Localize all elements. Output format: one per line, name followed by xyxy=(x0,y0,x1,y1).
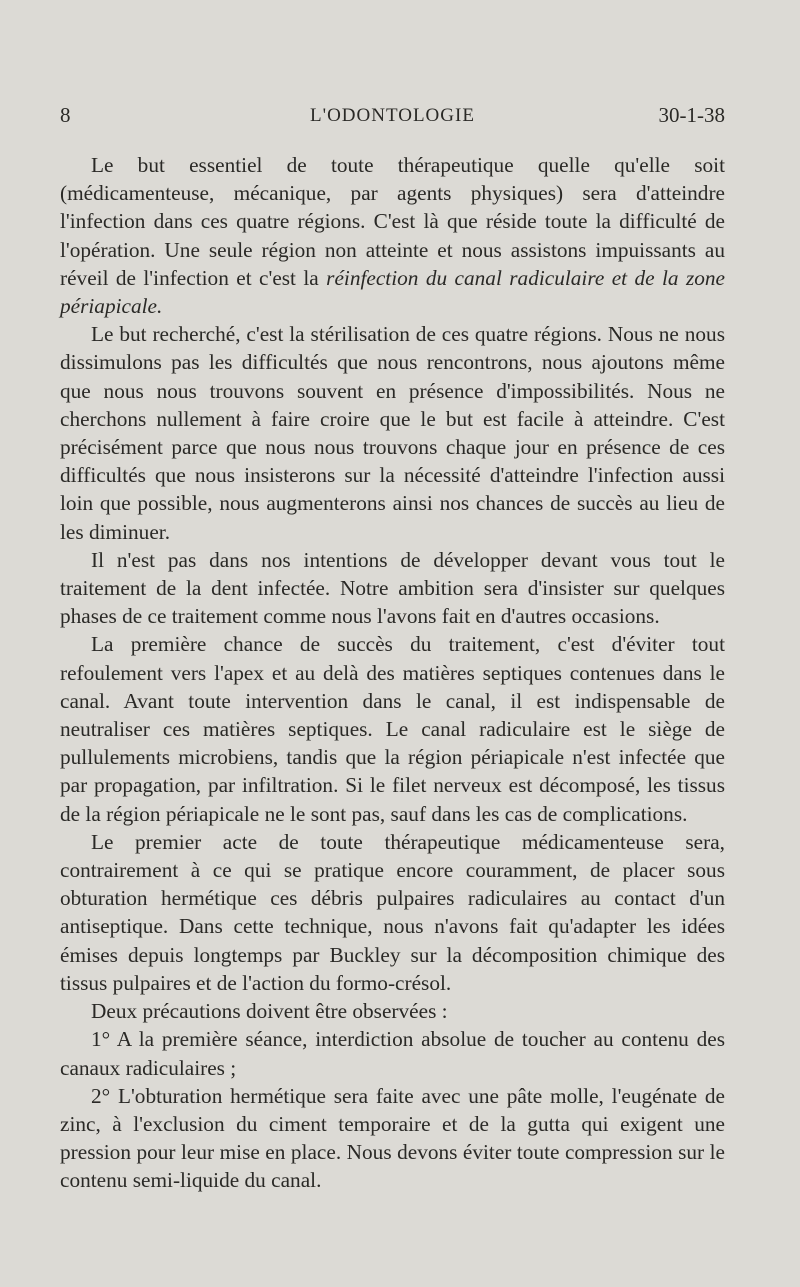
journal-title: L'ODONTOLOGIE xyxy=(310,105,475,126)
page-number: 8 xyxy=(60,103,71,127)
running-header xyxy=(60,103,725,137)
paragraph-7: 1° A la première séance, interdiction absolue de toucher au contenu des canaux radiculaires ; xyxy=(60,1027,725,1080)
paragraph-4: La première chance de succès du traitement, c'est d'éviter tout refoulement vers l'apex et au delà des matières septiques contenues dans le canal. Avant toute intervention dans le canal, il est indispensable de neutraliser ces matières septiques. Le canal radiculaire est le siège de pullulements microbiens, tandis que la région périapicale n'est infectée que par propagation, par infiltration. Si le filet nerveux est décomposé, les tissus de la région périapicale ne le sont pas, sauf dans les cas de complications. xyxy=(60,632,725,826)
body-text xyxy=(60,151,725,1195)
paragraph-2: Le but recherché, c'est la stérilisation de ces quatre régions. Nous ne nous dissimulons pas les difficultés que nous rencontrons, nous ajoutons même que nous nous trouvons souvent en présence d'impossibilités. Nous ne cherchons nullement à faire croire que le but est facile à atteindre. C'est précisément parce que nous nous trouvons chaque jour en présence de ces difficultés que nous insisterons sur la nécessité d'atteindre l'infection aussi loin que possible, nous augmenterons ainsi nos chances de succès au lieu de les diminuer. xyxy=(60,322,725,544)
paragraph-3: Il n'est pas dans nos intentions de développer devant vous tout le traitement de la dent infectée. Notre ambition sera d'insister sur quelques phases de ce traitement comme nous l'avons fait en d'autres occasions. xyxy=(60,547,725,629)
paragraph-1 xyxy=(60,151,725,320)
issue-date: 30-1-38 xyxy=(658,103,725,127)
paragraph-1-emphasis: réinfection du canal radiculaire et de la zone périapicale. xyxy=(60,265,726,319)
paragraph-5: Le premier acte de toute thérapeutique médicamenteuse sera, contrairement à ce qui se pratique encore couramment, de placer sous obturation hermétique ces débris pulpaires radiculaires au contact d'un antiseptique. Dans cette technique, nous n'avons fait qu'adapter les idées émises depuis longtemps par Buckley sur la décomposition chimique des tissus pulpaires et de l'action du formo-crésol. xyxy=(60,829,725,995)
paragraph-6: Deux précautions doivent être observées : xyxy=(91,999,448,1024)
paragraph-8: 2° L'obturation hermétique sera faite avec une pâte molle, l'eugénate de zinc, à l'exclusion du ciment temporaire et de la gutta qui exigent une pression pour leur mise en place. Nous devons éviter toute compression sur le contenu semi-liquide du canal. xyxy=(60,1083,725,1193)
paragraph-1-text: Le but essentiel de toute thérapeutique quelle qu'elle soit (médicamenteuse, mécanique, par agents physiques) sera d'atteindre l'infection dans ces quatre régions. C'est là que réside toute la difficulté de l'opération. Une seule région non atteinte et nous assistons impuissants au réveil de l'infection et c'est la xyxy=(60,153,725,290)
